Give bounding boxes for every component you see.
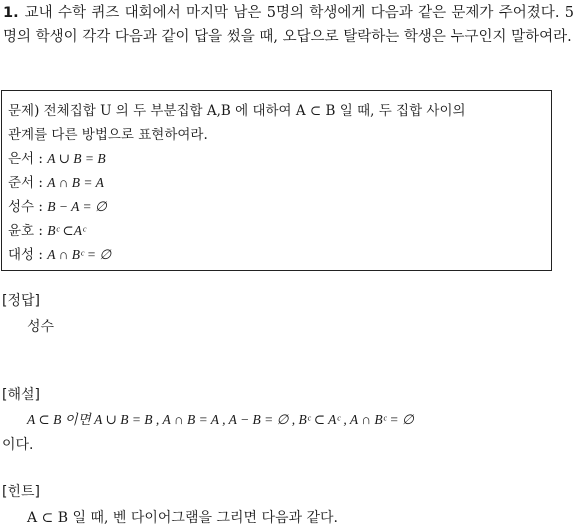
student-answer: 준서 : A ∩ B = A — [8, 175, 104, 191]
problem-text: 교내 수학 퀴즈 대회에서 마지막 남은 5명의 학생에게 다음과 같은 문제가 주어졌다. 5명의 학생이 각각 다음과 같이 답을 썼을 때, 오답으로 탈락하는 학생은 누구인지 말하여라. — [3, 5, 574, 45]
student-expression: A ∩ B = A — [47, 175, 104, 190]
student-name: 준서 — [8, 175, 35, 191]
student-answer: 윤호 : Bᶜ ⊂Aᶜ — [8, 223, 86, 239]
student-expression: A ∪ B = B — [47, 151, 106, 166]
explanation-line-2: 이다. — [2, 437, 34, 453]
explanation-line-1: A ⊂ B 이면 A ∪ B = B , A ∩ B = A , A − B = ∅ , Bᶜ ⊂ Aᶜ , A ∩ Bᶜ = ∅ — [27, 412, 414, 427]
student-name: 대성 — [8, 247, 35, 263]
student-expression: A ∩ Bᶜ = ∅ — [47, 247, 112, 262]
student-expression: Bᶜ ⊂Aᶜ — [47, 223, 86, 238]
box-question-line-2: 관계를 다른 방법으로 표현하여라. — [8, 127, 208, 143]
student-name: 윤호 — [8, 223, 35, 239]
answer-label: [정답] — [2, 293, 40, 309]
problem-statement — [3, 1, 574, 49]
student-name: 은서 — [8, 151, 35, 167]
explanation-label: [해설] — [2, 387, 40, 403]
student-expression: B − A = ∅ — [47, 199, 107, 214]
answer-value: 성수 — [27, 319, 55, 335]
box-question-line-1: 문제) 전체집합 U 의 두 부분집합 A,B 에 대하여 A ⊂ B 일 때, 두 집합 사이의 — [8, 103, 466, 119]
student-name: 성수 — [8, 199, 35, 215]
student-answer: 대성 : A ∩ Bᶜ = ∅ — [8, 247, 112, 263]
hint-label: [힌트] — [2, 484, 40, 500]
student-answer: 성수 : B − A = ∅ — [8, 199, 107, 215]
question-number: 1. — [3, 5, 19, 21]
student-answer: 은서 : A ∪ B = B — [8, 151, 106, 167]
hint-text: A ⊂ B 일 때, 벤 다이어그램을 그리면 다음과 같다. — [27, 510, 338, 526]
question-box — [1, 90, 552, 271]
